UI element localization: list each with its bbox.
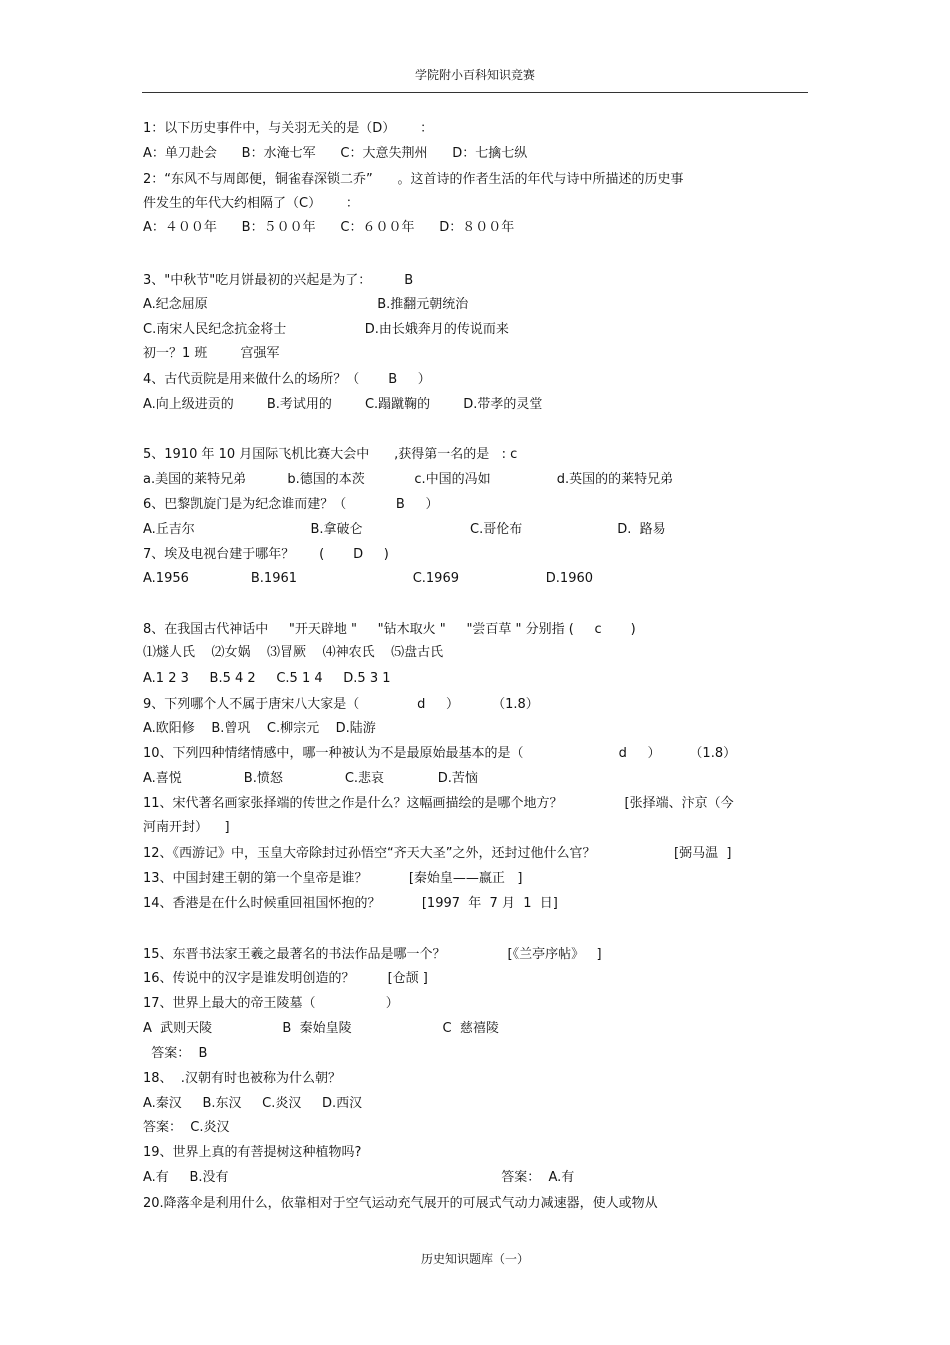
- page-header: 学院附小百科知识竞赛: [414, 68, 535, 82]
- header-rule: [142, 92, 808, 93]
- text-line: 19、世界上真的有菩提树这种植物吗?: [143, 1145, 362, 1160]
- text-line: A.1956 B.1961 C.1969 D.1960: [143, 571, 594, 586]
- text-line: A.喜悦 B.愤怒 C.悲哀 D.苦恼: [143, 771, 478, 786]
- text-line: 18、 .汉朝有时也被称为什么朝？: [143, 1071, 341, 1086]
- text-line: A：４００年 B：５００年 C：６００年 D：８００年: [143, 220, 515, 235]
- text-line: 4、古代贡院是用来做什么的场所？（ B ）: [143, 372, 431, 387]
- text-line: A 武则天陵 B 秦始皇陵 C 慈禧陵: [143, 1021, 499, 1036]
- text-line: 7、埃及电视台建于哪年？ ( D ): [143, 547, 389, 562]
- text-line: a.美国的莱特兄弟 b.德国的本茨 c.中国的冯如 d.英国的的莱特兄弟: [143, 472, 674, 487]
- text-line: C.南宋人民纪念抗金将士 D.由长娥奔月的传说而来: [143, 322, 509, 337]
- text-line: 8、在我国古代神话中 "开天辟地 " "钻木取火 " "尝百草 " 分别指 ( c ): [143, 622, 636, 637]
- text-line: A.1 2 3 B.5 4 2 C.5 1 4 D.5 3 1: [143, 671, 391, 686]
- text-line: 3、"中秋节"吃月饼最初的兴起是为了： B: [143, 273, 414, 288]
- text-line: 件发生的年代大约相隔了（C） ：: [143, 196, 359, 211]
- text-line: A.有 B.没有 答案： A.有: [143, 1170, 575, 1185]
- text-line: A.欧阳修 B.曾巩 C.柳宗元 D.陆游: [143, 721, 376, 736]
- text-line: 5、1910 年 10 月国际飞机比赛大会中 ,获得第一名的是 : c: [143, 447, 518, 462]
- text-line: 9、下列哪个人不属于唐宋八大家是（ d ） （1.8）: [143, 697, 539, 712]
- text-line: A.秦汉 B.东汉 C.炎汉 D.西汉: [143, 1096, 363, 1111]
- text-line: 10、下列四种情绪情感中，哪一种被认为不是最原始最基本的是（ d ） （1.8）: [143, 746, 737, 761]
- text-line: 12、《西游记》中，玉皇大帝除封过孙悟空“齐天大圣”之外，还封过他什么官？ [弼马温 ]: [143, 846, 732, 861]
- text-line: 河南开封） ]: [143, 820, 230, 835]
- text-line: A.丘吉尔 B.拿破仑 C.哥伦布 D. 路易: [143, 522, 666, 537]
- text-line: ⑴燧人氏 ⑵女娲 ⑶冒厥 ⑷神农氏 ⑸盘古氏: [143, 645, 444, 660]
- text-line: 1：以下历史事件中，与关羽无关的是（D） ：: [143, 121, 434, 136]
- text-line: 答案： B: [143, 1046, 208, 1061]
- text-line: 15、东晋书法家王羲之最著名的书法作品是哪一个？ [《兰亭序帖》 ]: [143, 947, 602, 962]
- text-line: 答案： C.炎汉: [143, 1120, 230, 1135]
- text-line: A.纪念屈原 B.推翻元朝统治: [143, 297, 469, 312]
- text-line: 11、宋代著名画家张择端的传世之作是什么？这幅画描绘的是哪个地方？ [张择端、汴京（今: [143, 796, 734, 811]
- text-line: A：单刀赴会 B：水淹七军 C：大意失荆州 D：七擒七纵: [143, 146, 528, 161]
- text-line: A.向上级进贡的 B.考试用的 C.蹋蹴鞠的 D.带孝的灵堂: [143, 397, 543, 412]
- text-line: 初一？1 班 宫强军: [143, 346, 280, 361]
- text-line: 14、香港是在什么时候重回祖国怀抱的？ [1997 年 7 月 1 日]: [143, 896, 558, 911]
- text-line: 13、中国封建王朝的第一个皇帝是谁？ [秦始皇——嬴正 ]: [143, 871, 523, 886]
- text-line: 17、世界上最大的帝王陵墓（ ）: [143, 996, 399, 1011]
- page-footer: 历史知识题库（一）: [420, 1252, 529, 1266]
- text-line: 20.降落伞是利用什么，依靠相对于空气运动充气展开的可展式气动力减速器，使人或物从: [143, 1196, 658, 1211]
- text-line: 2：“东风不与周郎便，铜雀春深锁二乔” 。这首诗的作者生活的年代与诗中所描述的历史事: [143, 172, 684, 187]
- text-line: 16、传说中的汉字是谁发明创造的？ [仓颉 ]: [143, 971, 428, 986]
- text-line: 6、巴黎凯旋门是为纪念谁而建？（ B ）: [143, 497, 439, 512]
